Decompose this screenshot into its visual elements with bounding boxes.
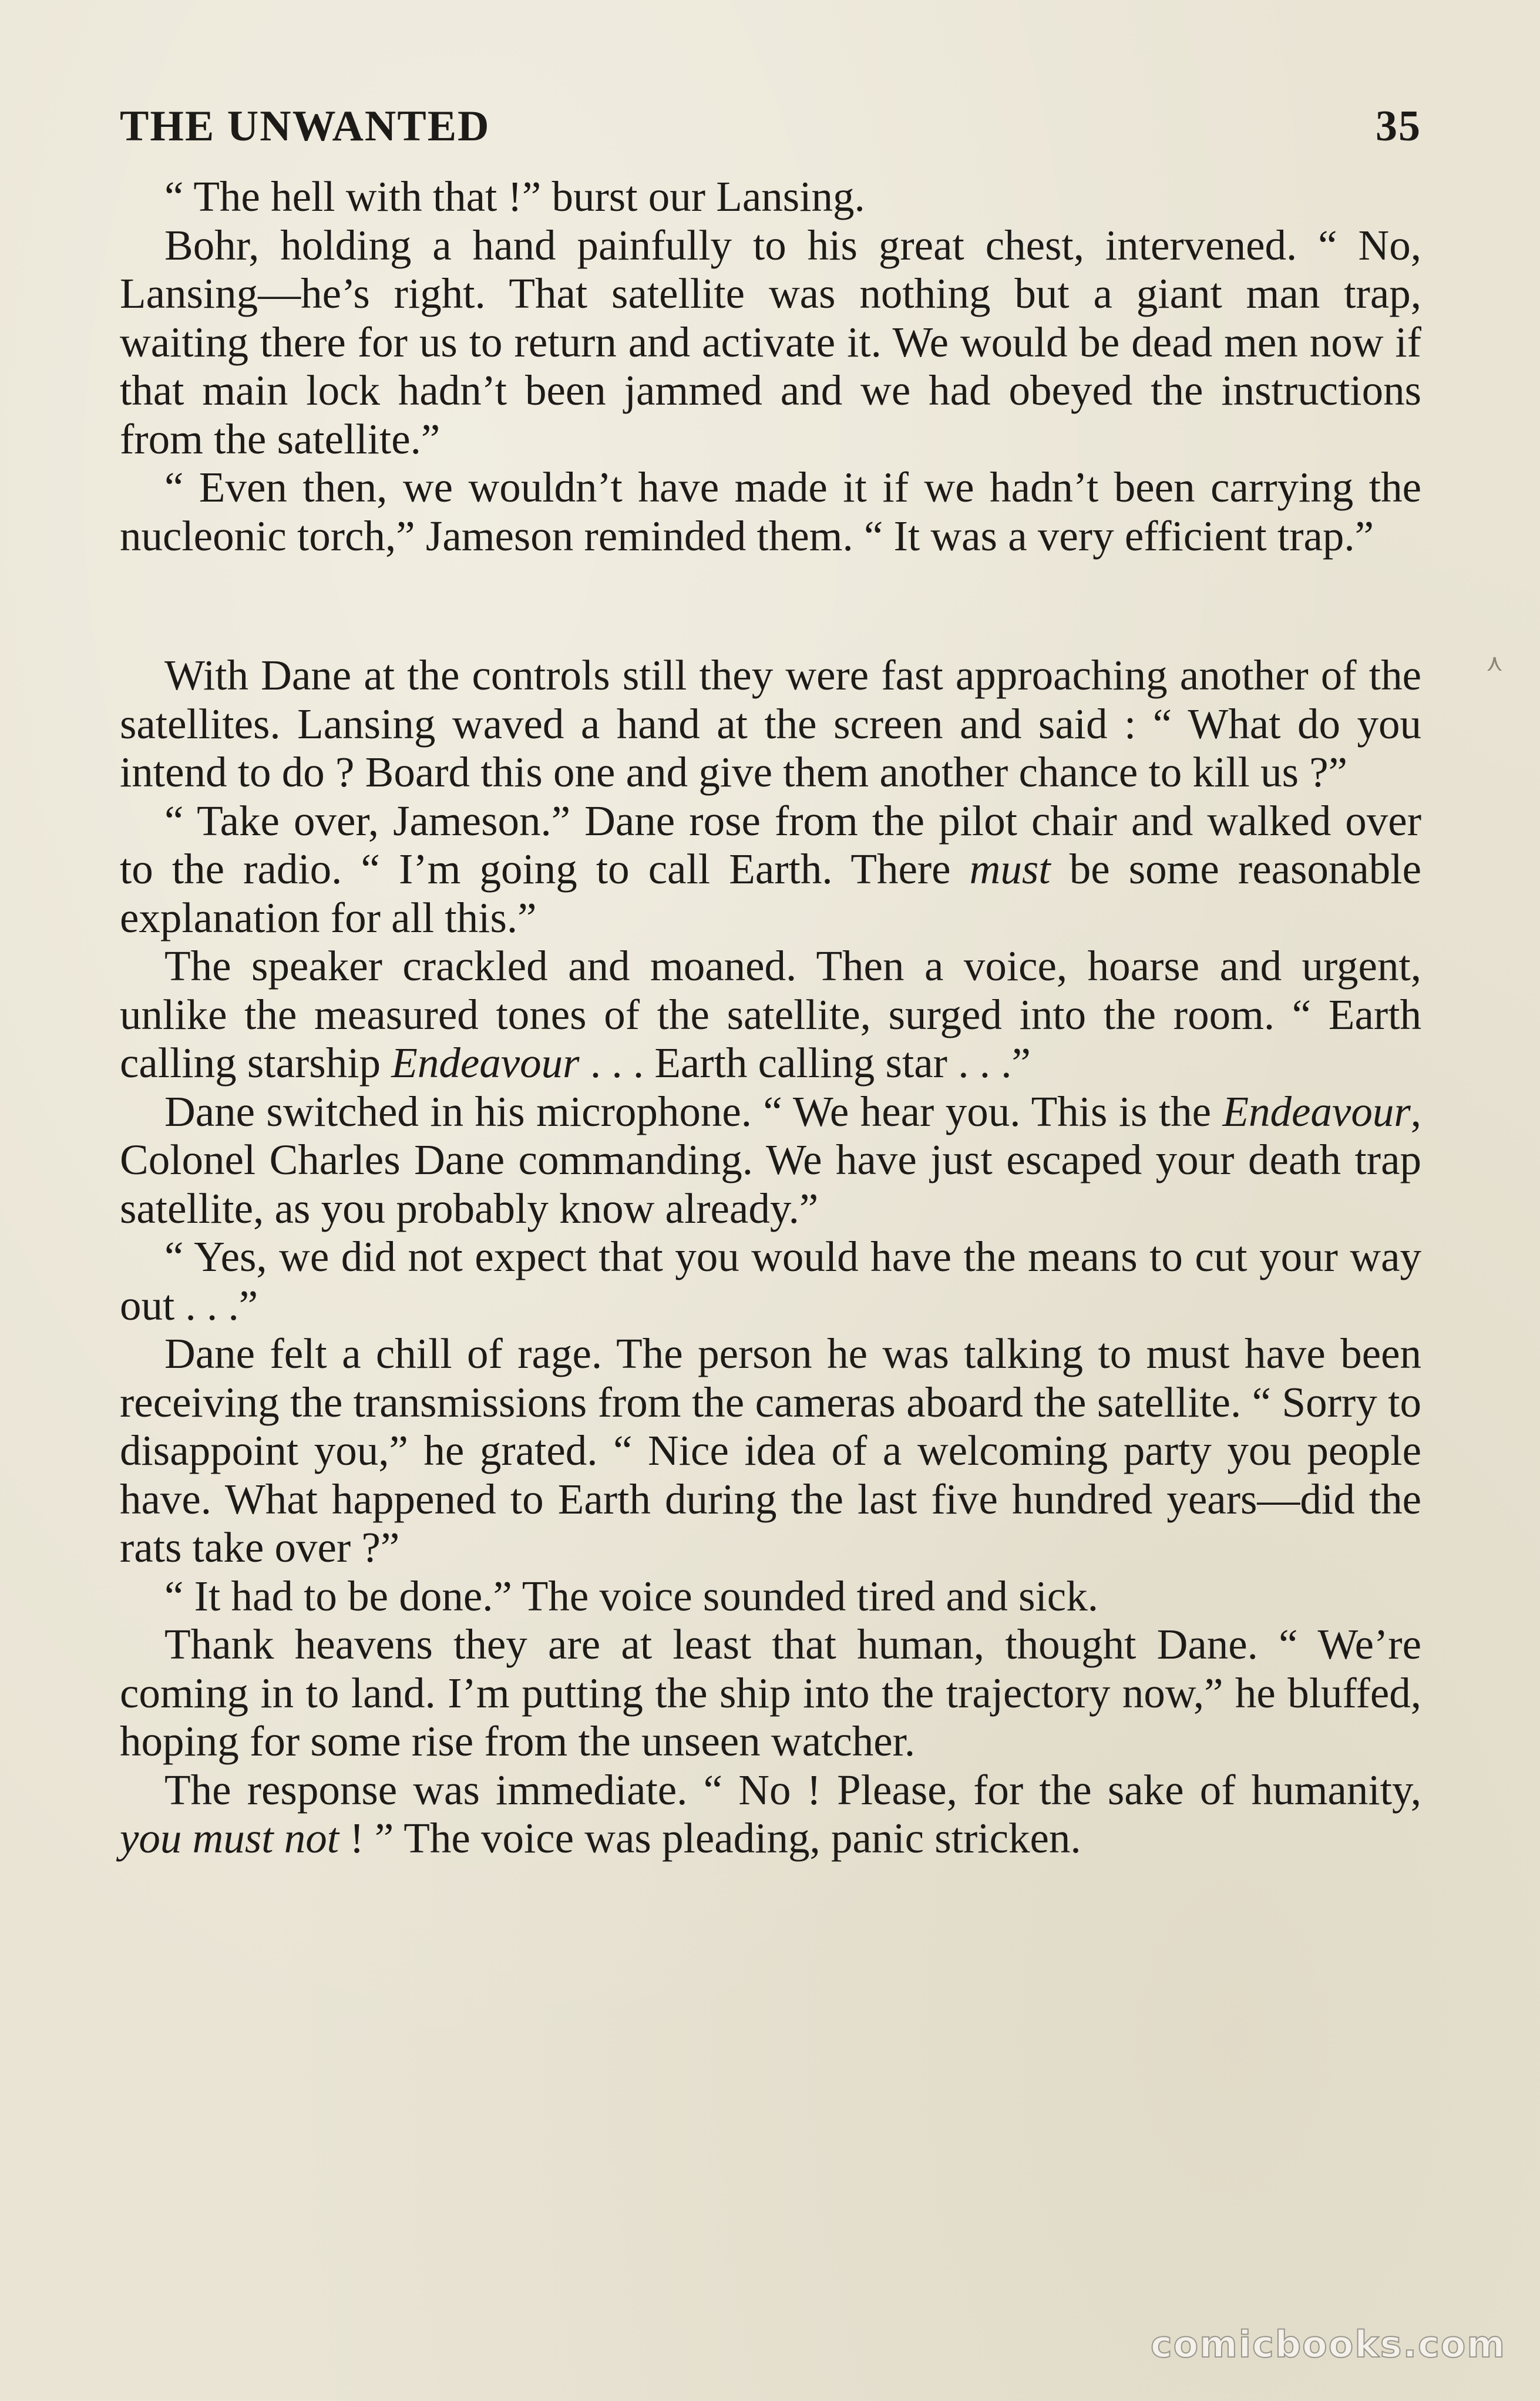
- paragraph: “ Take over, Jameson.” Dane rose from the pilot chair and walked over to the radio. “ I’m going to call Earth. There must be some reasonable explanation for all this.”: [120, 796, 1421, 941]
- ship-name: Endeavour: [391, 1039, 580, 1087]
- paragraph: Bohr, holding a hand painfully to his great chest, intervened. “ No, Lansing—he’s right. That satellite was nothing but a giant man trap, waiting there for us to return and activate it. We would be dead men now if that main lock hadn’t been jammed and we had obeyed the instructions from the satellite.”: [120, 221, 1421, 463]
- paragraph: “ The hell with that !” burst our Lansing.: [164, 173, 865, 220]
- book-title: THE UNWANTED: [120, 102, 490, 150]
- paragraph: “ Yes, we did not expect that you would have the means to cut your way out . . .”: [120, 1233, 1421, 1329]
- page-number: 35: [1376, 102, 1421, 150]
- emphasis: must: [969, 845, 1051, 893]
- running-head: [120, 100, 1421, 153]
- paragraph: The speaker crackled and moaned. Then a voice, hoarse and urgent, unlike the measured tones of the satellite, surged into the room. “ Earth calling starship Endeavour . . . Earth calling star . . .”: [120, 942, 1421, 1087]
- paragraph: Thank heavens they are at least that human, thought Dane. “ We’re coming in to land. I’m putting the ship into the trajectory now,” he bluffed, hoping for some rise from the unseen watcher.: [120, 1620, 1421, 1765]
- paragraph: Dane switched in his microphone. “ We hear you. This is the Endeavour, Colonel Charles Dane commanding. We have just escaped your death trap satellite, as you probably know already.”: [120, 1087, 1421, 1232]
- paragraph: “ It had to be done.” The voice sounded tired and sick.: [164, 1572, 1098, 1620]
- ink-speck: ⋏: [1486, 650, 1504, 677]
- ship-name: Endeavour: [1222, 1087, 1411, 1135]
- section-2: [120, 651, 1421, 1863]
- emphasis: you must not: [120, 1814, 339, 1862]
- book-page: [120, 100, 1421, 1863]
- paragraph: With Dane at the controls still they were fast approaching another of the satellites. Lansing waved a hand at the screen and said : “ What do you intend to do ? Board this one and give them another chance to kill us ?”: [120, 651, 1421, 796]
- section-1: [120, 173, 1421, 560]
- paragraph: “ Even then, we wouldn’t have made it if we hadn’t been carrying the nucleonic torch,” Jameson reminded them. “ It was a very efficient trap.”: [120, 463, 1421, 560]
- section-break: [120, 560, 1421, 651]
- paragraph: Dane felt a chill of rage. The person he was talking to must have been receiving the transmissions from the cameras aboard the satellite. “ Sorry to disappoint you,” he grated. “ Nice idea of a welcoming party you people have. What happened to Earth during the last five hundred years—did the rats take over ?”: [120, 1330, 1421, 1571]
- paragraph: The response was immediate. “ No ! Please, for the sake of humanity, you must not ! ” The voice was pleading, panic stricken.: [120, 1766, 1421, 1862]
- watermark: comicbooks.com: [1150, 2323, 1506, 2366]
